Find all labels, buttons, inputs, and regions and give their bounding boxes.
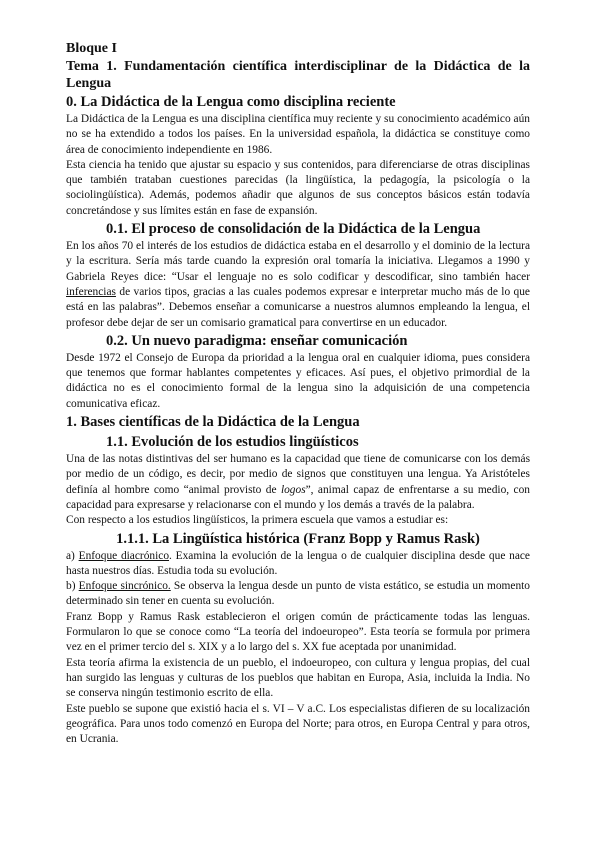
list-item-b — [66, 579, 530, 610]
section-0-1-heading: 0.1. El proceso de consolidación de la Didáctica de la Lengua — [106, 221, 481, 238]
section-0-2-heading: 0.2. Un nuevo paradigma: enseñar comunicación — [106, 332, 408, 349]
topic-heading: Tema 1. Fundamentación científica interdisciplinar de la Didáctica de la Lengua — [66, 59, 530, 91]
paragraph-text: En los años 70 el interés de los estudios de didáctica estaba en el desarrollo y el dominio de la lectura y la escritura. Sería más tarde cuando la expresión oral tomaría la iniciativa. Llegamos a 1990 y Gabriela Reyes dice: “Usar el lenguaje no es solo codificar y descodificar, sino también hacer — [66, 240, 530, 283]
section-1-heading: 1. Bases científicas de la Didáctica de la Lengua — [66, 414, 360, 431]
section-0-heading: 0. La Didáctica de la Lengua como disciplina reciente — [66, 94, 396, 110]
section-1-1-heading: 1.1. Evolución de los estudios lingüísticos — [106, 434, 359, 451]
section-1-1-1-paragraph-5: Este pueblo se supone que existió hacia el s. VI – V a.C. Los especialistas difieren de su localización geográfica. Para unos todo comenzó en Europa del Norte; para otros, en Europa Central y para otros, en Ucrania. — [66, 702, 530, 746]
section-0-paragraph-2: Esta ciencia ha tenido que ajustar su espacio y sus contenidos, para diferenciarse de otras disciplinas que también trataban cuestiones parecidas (la lingüística, la pedagogía, la psicología o la sociolingüística). Además, podemos añadir que algunos de sus conceptos básicos están todavía concretándose y sus límites están en fase de expansión. — [66, 158, 530, 217]
section-1-1-1-paragraph-4: Esta teoría afirma la existencia de un pueblo, el indoeuropeo, con cultura y lengua propias, del cual han surgido las lenguas y culturas de los pueblos que habitan en Europa, Asia, incluida la India. No se conserva ningún testimonio escrito de ella. — [66, 656, 530, 700]
section-0-1-paragraph — [66, 239, 530, 331]
section-1-1-1-heading: 1.1.1. La Lingüística histórica (Franz Bopp y Ramus Rask) — [116, 530, 480, 547]
italic-term: logos — [280, 483, 306, 496]
section-0-2-paragraph: Desde 1972 el Consejo de Europa da prioridad a la lengua oral en cualquier idioma, pues considera que tenemos que formar hablantes competentes y eficaces. Así pues, el objetivo primordial de la didáctica no es el conocimiento formal de la lengua sino la adquisición de una competencia comunicativa eficaz. — [66, 351, 530, 410]
section-1-1-paragraph-2: Con respecto a los estudios lingüísticos, la primera escuela que vamos a estudiar es: — [66, 514, 449, 527]
list-item-a — [66, 549, 530, 580]
paragraph-text: ”, animal capaz de enfrentarse a su medio, con capacidad para expresarse y relacionarse con el mundo y los demás a través de la palabra. — [66, 483, 530, 511]
list-marker: b) — [66, 580, 79, 593]
list-marker: a) — [66, 549, 79, 562]
paragraph-text: Se observa la lengua desde un punto de vista estático, se estudia un momento determinado sin tener en cuenta su evolución. — [66, 580, 531, 608]
section-1-1-paragraph-1 — [66, 452, 530, 513]
underlined-term: Enfoque sincrónico. — [78, 580, 171, 593]
underlined-term: inferencias — [66, 285, 116, 298]
paragraph-text: Una de las notas distintivas del ser humano es la capacidad que tiene de comunicarse con los demás por medio de un código, es decir, por medio de signos que constituyen una lengua. Ya Aristóteles definía al hombre como “animal provisto de — [66, 453, 530, 496]
block-heading: Bloque I — [66, 41, 117, 56]
paragraph-text: . Examina la evolución de la lengua o de cualquier disciplina desde que nace hasta nuestros días. Estudia toda su evolución. — [66, 549, 530, 577]
document-body — [66, 40, 530, 747]
underlined-term: Enfoque diacrónico — [78, 549, 170, 562]
section-1-1-1-paragraph-3: Franz Bopp y Ramus Rask establecieron el origen común de prácticamente todas las lenguas. Formularon lo que se conoce como “La teoría del indoeuropeo”. Esta teoría se formula por primera vez en el primer tercio del s. XIX y a lo largo del s. XX fue aceptada por unanimidad. — [66, 610, 530, 654]
section-0-paragraph-1: La Didáctica de la Lengua es una disciplina científica muy reciente y su conocimiento académico aún no se ha extendido a todos los países. En la universidad española, la didáctica se constituye como área de conocimiento independiente en 1986. — [66, 113, 530, 156]
paragraph-text: de varios tipos, gracias a las cuales podemos expresar e interpretar mucho más de lo que está en las palabras”. Debemos enseñar a comunicarse a nuestros alumnos empleando la lengua, el profesor debe dejar de ser un comisario gramatical para convertirse en un educador. — [66, 285, 530, 329]
